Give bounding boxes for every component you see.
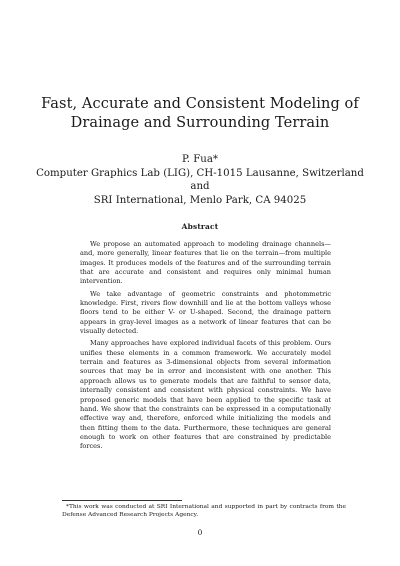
title-line-1: Fast, Accurate and Consistent Modeling of: [41, 96, 359, 112]
affiliation-conjunction: and: [190, 181, 210, 192]
affiliation-lig: Computer Graphics Lab (LIG), CH-1015 Lausanne, Switzerland: [36, 167, 364, 179]
abstract-body: [80, 240, 331, 455]
abstract-heading: Abstract: [181, 222, 219, 231]
page-number: 0: [197, 528, 203, 537]
author-block: [30, 153, 370, 207]
abstract-paragraph: We propose an automated approach to modeling drainage channels—and, more generally, linear features that lie on the terrain—from multiple images. It produces models of the features and of the surrounding terrain that are accurate and consistent and requires only minimal human intervention.: [80, 240, 331, 286]
abstract-paragraph: We take advantage of geometric constraints and photommetric knowledge. First, rivers flow downhill and lie at the bottom valleys whose floors tend to be either V- or U-shaped. Second, the drainage pattern appears in gray-level images as a network of linear features that can be visually detected.: [80, 289, 331, 336]
affiliation-sri: SRI International, Menlo Park, CA 94025: [93, 194, 307, 206]
abstract-paragraph: Many approaches have explored individual facets of this problem. Ours unifies these elements in a common framework. We accurately model terrain and features as 3-dimensional objects from several information sources that may be in error and inconsistent with one another. This approach allows us to generate models that are faithful to sensor data, internally consistent and consistent with physical constraints. We have proposed generic models that have been applied to the specific task at hand. We show that the constraints can be expressed in a computationally effective way and, therefore, enforced while initializing the models and then fitting them to the data. Furthermore, these techniques are general enough to work on other features that are constrained by predictable forces.: [80, 339, 331, 451]
author-name: P. Fua*: [181, 154, 219, 165]
footnote: *This work was conducted at SRI International and supported in part by contracts from the Defense Advanced Research Projects Agency.: [62, 504, 346, 519]
paper-title: [40, 95, 360, 133]
title-line-2: Drainage and Surrounding Terrain: [70, 115, 330, 131]
footnote-rule: [62, 500, 182, 501]
